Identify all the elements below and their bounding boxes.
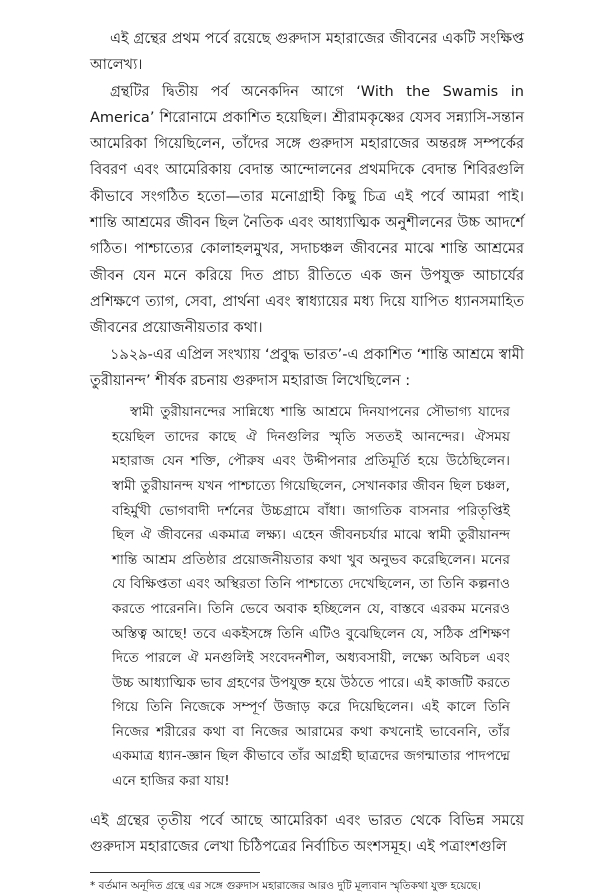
paragraph-part-three: এই গ্রন্থের তৃতীয় পর্বে আছে আমেরিকা এবং ভারত থেকে বিভিন্ন সময়ে গুরুদাস মহারাজের লেখা চিঠিপত্রের নির্বাচিত অংশসমূহ। এই পত্রাংশগুলি [90,812,524,855]
paragraph-quote-intro: ১৯২৯-এর এপ্রিল সংখ্যায় ‘প্রবুদ্ধ ভারত’-এ প্রকাশিত ‘শান্তি আশ্রমে স্বামী তুরীয়ানন্দ’ শীর্ষক রচনায় গুরুদাস মহারাজ লিখেছিলেন : [90,346,524,389]
block-quote-text: স্বামী তুরীয়ানন্দের সান্নিধ্যে শান্তি আশ্রমে দিনযাপনের সৌভাগ্য যাদের হয়েছিল তাদের কাছে ঐ দিনগুলির স্মৃতি সততই আনন্দের। ঐসময় মহারাজ যেন শক্তি, পৌরুষ এবং উদ্দীপনার প্রতিমূর্তি হয়ে উঠেছিলেন। স্বামী তুরীয়ানন্দ যখন পাশ্চাত্যে গিয়েছিলেন, সেখানকার জীবন ছিল চঞ্চল, বহির্মুখী ভোগবাদী দর্শনের উচ্চগ্রামে বাঁধা। জাগতিক বাসনার পরিতৃপ্তিই ছিল ঐ জীবনের একমাত্র লক্ষ্য। এহেন জীবনচর্যার মাঝে স্বামী তুরীয়ানন্দ শান্তি আশ্রম প্রতিষ্ঠার প্রয়োজনীয়তার কথা খুব অনুভব করেছিলেন। মনের যে বিক্ষিপ্ততা এবং অস্থিরতা তিনি পাশ্চাত্যে দেখেছিলেন, তা তিনি কল্পনাও করতে পারেননি। তিনি ভেবে অবাক হচ্ছিলেন যে, বাস্তবে এরকম মনেরও অস্তিত্ব আছে! তবে একইসঙ্গে তিনি এটিও বুঝেছিলেন যে, সঠিক প্রশিক্ষণ দিতে পারলে ঐ মনগুলিই সংবেদনশীল, অধ্যবসায়ী, লক্ষ্যে অবিচল এবং উচ্চ আধ্যাত্মিক ভাব গ্রহণের উপযুক্ত হয়ে উঠতে পারে। এই কাজটি করতে গিয়ে তিনি নিজেকে সম্পূর্ণ উজাড় করে দিয়েছিলেন। এই কালে তিনি নিজের শরীরের কথা বা নিজের আরামের কথা কখনোই ভাবেননি, তাঁর একমাত্র ধ্যান-জ্ঞান ছিল কীভাবে তাঁর আগ্রহী ছাত্রদের জগন্মাতার পাদপদ্মে এনে হাজির করা যায়! [112,404,510,790]
paragraph-part-one: এই গ্রন্থের প্রথম পর্বে রয়েছে গুরুদাস মহারাজের জীবনের একটি সংক্ষিপ্ত আলেখ্য। [90,31,524,74]
block-quote [112,400,510,794]
footnote-divider [90,872,260,873]
footnote: * বর্তমান অনূদিত গ্রন্থে এর সঙ্গে গুরুদাস মহারাজের আরও দুটি মূল্যবান স্মৃতিকথা যুক্ত হয়েছে। [90,880,481,893]
paragraph-part-two: গ্রন্থটির দ্বিতীয় পর্ব অনেকদিন আগে ‘With the Swamis in America’ শিরোনামে প্রকাশিত হয়েছিল। শ্রীরামকৃষ্ণের যেসব সন্ন্যাসি-সন্তান আমেরিকা গিয়েছিলেন, তাঁদের সঙ্গে গুরুদাস মহারাজের অন্তরঙ্গ সম্পর্কের বিবরণ এবং আমেরিকায় বেদান্ত আন্দোলনের প্রথমদিকে বেদান্ত শিবিরগুলি কীভাবে সংগঠিত হতো—তার মনোগ্রাহী কিছু চিত্র এই পর্বে আমরা পাই। শান্তি আশ্রমের জীবন ছিল নৈতিক এবং আধ্যাত্মিক অনুশীলনের উচ্চ আদর্শে গঠিত। পাশ্চাত্যের কোলাহলমুখর, সদাচঞ্চল জীবনের মাঝে শান্তি আশ্রমের জীবন যেন মনে করিয়ে দিত প্রাচ্য রীতিতে এক জন উপযুক্ত আচার্যের প্রশিক্ষণে ত্যাগ, সেবা, প্রার্থনা এবং স্বাধ্যায়ের মধ্য দিয়ে যাপিত ধ্যানসমাহিত জীবনের প্রয়োজনীয়তার কথা। [90,83,524,337]
